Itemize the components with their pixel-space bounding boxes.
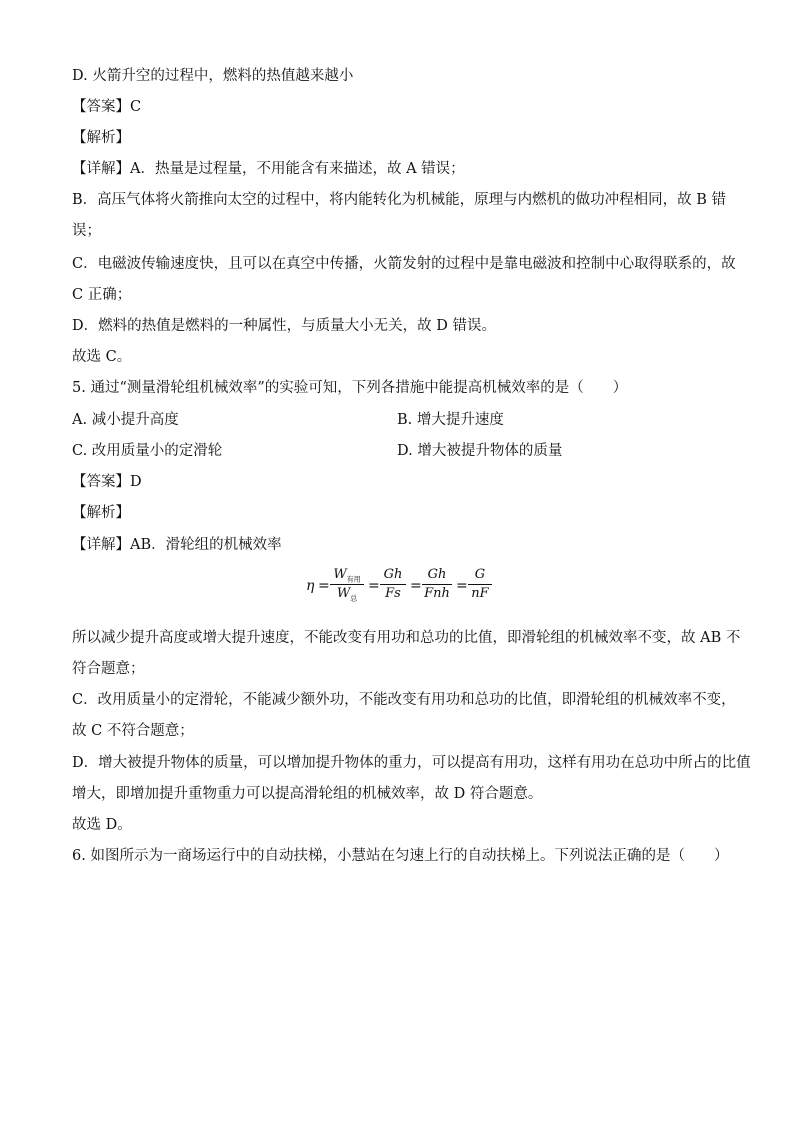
equals-sign: = (456, 578, 468, 594)
equals-sign: = (318, 578, 330, 594)
conclusion-line: 故选 C。 (72, 349, 132, 365)
work-total: W (336, 586, 351, 601)
fraction-work (330, 566, 364, 603)
eta-symbol: η (306, 578, 315, 594)
detail-line: C．电磁波传输速度快，且可以在真空中传播，火箭发射的过程中是靠电磁波和控制中心取得联系的，故 (72, 256, 736, 272)
equals-sign: = (368, 578, 380, 594)
detail-line: D．增大被提升物体的质量，可以增加提升物体的重力，可以提高有用功，这样有用功在总功中所占的比值 (72, 755, 751, 771)
fraction-g-nf: G nF (468, 566, 492, 603)
detail-line: 故 C 不符合题意； (72, 723, 194, 739)
fraction-gh-fs: Gh Fs (380, 566, 406, 603)
detail-line: C．改用质量小的定滑轮，不能减少额外功，不能改变有用功和总功的比值，即滑轮组的机械效率不变， (72, 692, 736, 708)
efficiency-formula (300, 566, 500, 614)
detail-line: 增大，即增加提升重物重力可以提高滑轮组的机械效率，故 D 符合题意。 (72, 786, 543, 802)
option-b: B. 增大提升速度 (397, 412, 504, 428)
detail-line: B．高压气体将火箭推向太空的过程中，将内能转化为机械能，原理与内燃机的做功冲程相同，故 B 错 (72, 192, 727, 208)
subscript-useful: 有用 (346, 575, 361, 584)
detail-line: 【详解】AB．滑轮组的机械效率 (72, 537, 282, 553)
analysis-label: 【解析】 (72, 505, 130, 521)
option-d-previous: D. 火箭升空的过程中，燃料的热值越来越小 (72, 68, 354, 84)
subscript-total: 总 (350, 594, 358, 603)
detail-line: 误； (72, 223, 101, 239)
detail-line: 【详解】A．热量是过程量，不用能含有来描述，故 A 错误； (72, 161, 465, 177)
answer-label: 【答案】D (72, 474, 142, 490)
conclusion-line: 故选 D。 (72, 817, 132, 833)
detail-line: 所以减少提升高度或增大提升速度，不能改变有用功和总功的比值，即滑轮组的机械效率不变，故 AB 不 (72, 630, 741, 646)
equals-sign: = (410, 578, 422, 594)
option-a: A. 减小提升高度 (72, 412, 179, 428)
question-6: 6. 如图所示为一商场运行中的自动扶梯，小慧站在匀速上行的自动扶梯上。下列说法正确的是（ ） (72, 848, 729, 864)
work-useful: W (333, 567, 347, 582)
detail-line: 符合题意； (72, 661, 145, 677)
detail-line: D．燃料的热值是燃料的一种属性，与质量大小无关，故 D 错误。 (72, 318, 496, 334)
detail-line: C 正确； (72, 287, 132, 303)
option-d: D. 增大被提升物体的质量 (397, 443, 563, 459)
option-c: C. 改用质量小的定滑轮 (72, 443, 223, 459)
fraction-gh-fnh: Gh Fnh (422, 566, 452, 603)
question-5: 5. 通过“测量滑轮组机械效率”的实验可知，下列各措施中能提高机械效率的是（ ） (72, 380, 628, 396)
analysis-label: 【解析】 (72, 130, 130, 146)
answer-label: 【答案】C (72, 99, 142, 115)
